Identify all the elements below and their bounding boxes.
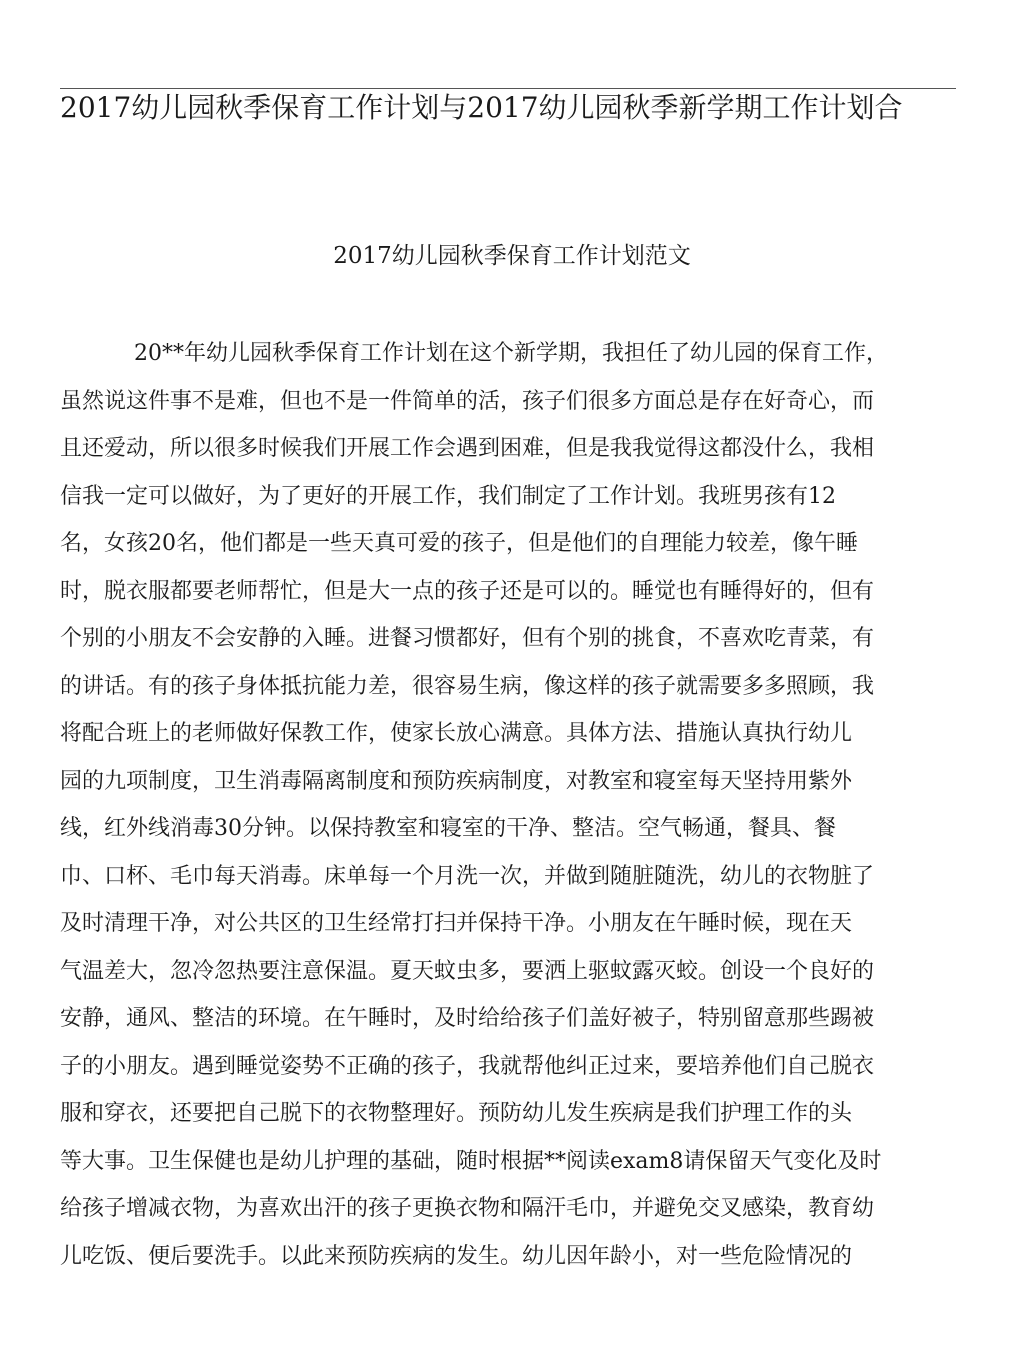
document-title: 2017幼儿园秋季保育工作计划与2017幼儿园秋季新学期工作计划合	[60, 91, 903, 124]
paragraph-line: 儿吃饭、便后要洗手。以此来预防疾病的发生。幼儿因年龄小，对一些危险情况的	[60, 1243, 853, 1269]
paragraph-line: 虽然说这件事不是难，但也不是一件简单的活，孩子们很多方面总是存在好奇心，而	[60, 388, 875, 414]
paragraph-line: 及时清理干净，对公共区的卫生经常打扫并保持干净。小朋友在午睡时候，现在天	[60, 911, 853, 936]
paragraph-line: 将配合班上的老师做好保教工作，使家长放心满意。具体方法、措施认真执行幼儿	[60, 721, 853, 746]
paragraph-line: 园的九项制度，卫生消毒隔离制度和预防疾病制度，对教室和寝室每天坚持用紫外	[60, 768, 853, 794]
paragraph-line: 且还爱动，所以很多时候我们开展工作会遇到困难，但是我我觉得这都没什么，我相	[60, 436, 875, 461]
paragraph-line: 安静，通风、整洁的环境。在午睡时，及时给给孩子们盖好被子，特别留意那些踢被	[60, 1006, 875, 1031]
paragraph-line: 给孩子增减衣物，为喜欢出汗的孩子更换衣物和隔汗毛巾，并避免交叉感染，教育幼	[60, 1196, 875, 1221]
paragraph-line: 信我一定可以做好，为了更好的开展工作，我们制定了工作计划。我班男孩有12	[60, 483, 836, 509]
paragraph-line: 线，红外线消毒30分钟。以保持教室和寝室的干净、整洁。空气畅通，餐具、餐	[60, 816, 836, 841]
paragraph-line: 气温差大，忽冷忽热要注意保温。夏天蚊虫多，要洒上驱蚊露灭蛟。创设一个良好的	[60, 958, 875, 984]
paragraph-line: 等大事。卫生保健也是幼儿护理的基础，随时根据**阅读exam8请保留天气变化及时	[60, 1148, 882, 1174]
paragraph-line: 服和穿衣，还要把自己脱下的衣物整理好。预防幼儿发生疾病是我们护理工作的头	[60, 1101, 853, 1126]
section-heading: 2017幼儿园秋季保育工作计划范文	[333, 243, 691, 269]
paragraph-line: 名，女孩20名，他们都是一些天真可爱的孩子，但是他们的自理能力较差，像午睡	[60, 531, 858, 556]
paragraph-line: 个别的小朋友不会安静的入睡。进餐习惯都好，但有个别的挑食，不喜欢吃青菜，有	[60, 626, 875, 651]
paragraph-line: 子的小朋友。遇到睡觉姿势不正确的孩子，我就帮他纠正过来，要培养他们自己脱衣	[60, 1053, 875, 1079]
paragraph-line: 巾、口杯、毛巾每天消毒。床单每一个月洗一次，并做到随脏随洗，幼儿的衣物脏了	[60, 863, 875, 889]
paragraph-line: 时，脱衣服都要老师帮忙，但是大一点的孩子还是可以的。睡觉也有睡得好的，但有	[60, 578, 875, 604]
paragraph-line: 的讲话。有的孩子身体抵抗能力差，很容易生病，像这样的孩子就需要多多照顾，我	[60, 673, 875, 699]
body-paragraph	[60, 334, 940, 1284]
paragraph-line: 20**年幼儿园秋季保育工作计划在这个新学期，我担任了幼儿园的保育工作，	[134, 341, 888, 366]
